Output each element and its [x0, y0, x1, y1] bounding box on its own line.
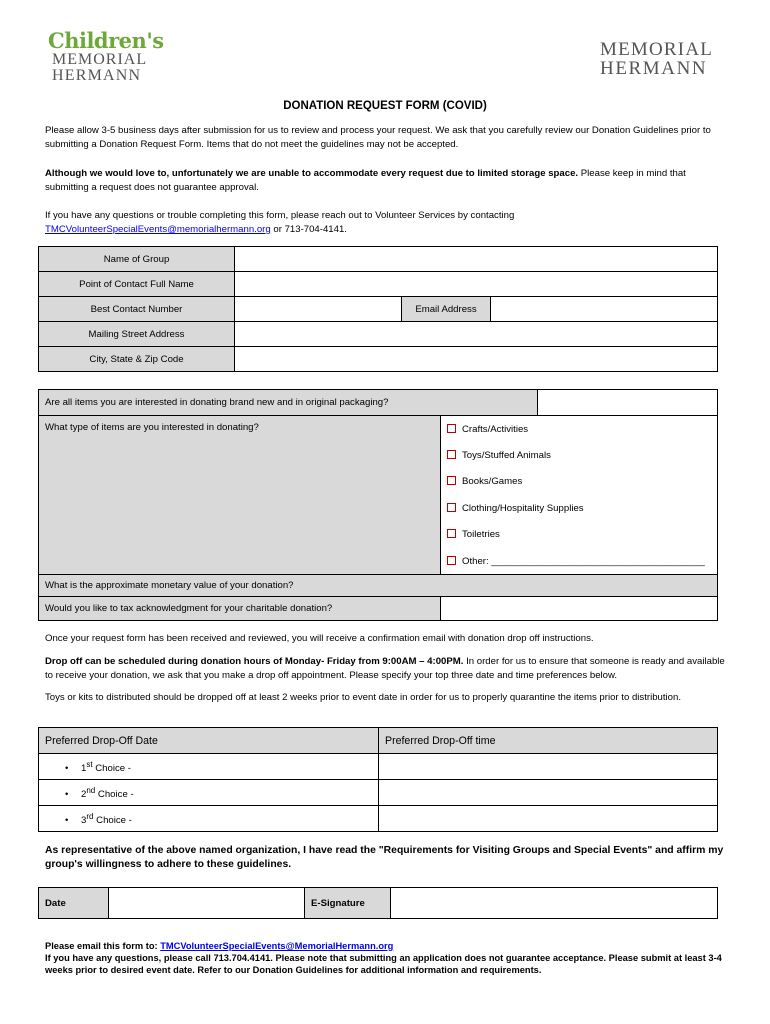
dropoff-hours: Drop off can be scheduled during donation hours of Monday- Friday from 9:00AM – 4:00PM.	[45, 656, 464, 667]
confirmation-paragraph: Once your request form has been received and reviewed, you will receive a confirmation email with donation drop off instructions.	[45, 633, 594, 644]
footer-email-prompt: Please email this form to:	[45, 941, 161, 951]
dropoff-date-header: Preferred Drop-Off Date	[39, 728, 379, 754]
quarantine-paragraph: Toys or kits to distributed should be dropped off at least 2 weeks prior to event date in order for us to properly quarantine the items prior to distribution.	[45, 692, 682, 703]
checkbox-toiletries[interactable]	[447, 529, 456, 538]
option-books[interactable]	[441, 469, 718, 496]
new-items-answer-field[interactable]	[538, 390, 718, 416]
street-address-field[interactable]	[235, 322, 718, 347]
item-types-question: What type of items are you interested in donating?	[39, 416, 441, 575]
email-address-label: Email Address	[402, 297, 491, 322]
option-toys[interactable]	[441, 442, 718, 469]
option-crafts[interactable]	[441, 416, 718, 443]
date-label: Date	[39, 888, 109, 919]
checkbox-other[interactable]	[447, 556, 456, 565]
city-state-zip-field[interactable]	[235, 347, 718, 372]
new-items-question: Are all items you are interested in donating brand new and in original packaging?	[39, 390, 538, 416]
tax-acknowledgment-field[interactable]	[441, 597, 718, 621]
contact-number-label: Best Contact Number	[39, 297, 235, 322]
dropoff-time-header: Preferred Drop-Off time	[379, 728, 718, 754]
option-other-label: Other: ________________________________________	[462, 555, 705, 567]
dropoff-preferences-table	[38, 727, 718, 832]
choice-2-date-field[interactable]	[39, 780, 379, 806]
dropoff-appointment-text: In order for us to ensure that someone is ready and available to receive your donation, we ask that you make a drop off appointment. Please specify your top three date and time preferences below.	[45, 656, 725, 681]
logo-right-line1: MEMORIAL	[600, 39, 714, 60]
donation-items-table	[38, 389, 718, 621]
storage-notice: Although we would love to, unfortunately we are unable to accommodate every request due to limited storage space.	[45, 168, 579, 179]
checkbox-clothing[interactable]	[447, 503, 456, 512]
approval-notice: Please keep in mind that submitting a request does not guarantee approval.	[45, 168, 686, 193]
group-name-label: Name of Group	[39, 247, 235, 272]
intro-paragraph-2	[45, 167, 725, 195]
bullet-2: •	[65, 788, 69, 800]
choice-3-label: 3rd Choice -	[81, 811, 132, 826]
childrens-memorial-hermann-logo	[48, 30, 168, 88]
logo-left-line1: Children's	[48, 28, 164, 53]
signature-table	[38, 887, 718, 919]
bullet-3: •	[65, 814, 69, 826]
logo-left-line2: MEMORIAL	[52, 51, 148, 68]
contact-name-field[interactable]	[235, 272, 718, 297]
volunteer-email-link[interactable]: TMCVolunteerSpecialEvents@memorialhermann.org	[45, 224, 271, 235]
footer-email-link[interactable]: TMCVolunteerSpecialEvents@MemorialHermann.org	[160, 941, 394, 951]
option-other[interactable]	[441, 548, 718, 575]
email-address-field[interactable]	[491, 297, 718, 322]
monetary-value-question: What is the approximate monetary value of your donation?	[39, 575, 718, 597]
option-clothing-label: Clothing/Hospitality Supplies	[462, 502, 584, 514]
option-toys-label: Toys/Stuffed Animals	[462, 449, 551, 461]
checkbox-toys[interactable]	[447, 450, 456, 459]
option-books-label: Books/Games	[462, 476, 523, 488]
group-name-field[interactable]	[235, 247, 718, 272]
street-address-label: Mailing Street Address	[39, 322, 235, 347]
option-toiletries-label: Toiletries	[462, 529, 500, 541]
option-crafts-label: Crafts/Activities	[462, 423, 529, 435]
checkbox-books[interactable]	[447, 476, 456, 485]
choice-1-date-field[interactable]	[39, 754, 379, 780]
intro-paragraph-3	[45, 209, 725, 237]
footer-notice: If you have any questions, please call 713.704.4141. Please note that submitting an application does not guarantee acceptance. Please submit at least 3-4 weeks prior to desired event date. Refer to our Donation Guidelines for additional information and requirements.	[45, 953, 722, 975]
checkbox-crafts[interactable]	[447, 424, 456, 433]
contact-info-table	[38, 246, 718, 372]
volunteer-phone: or 713-704-4141.	[270, 224, 347, 235]
page-title: DONATION REQUEST FORM (COVID)	[283, 100, 487, 112]
contact-text: If you have any questions or trouble completing this form, please reach out to Volunteer Services by contacting	[45, 210, 515, 221]
option-clothing[interactable]	[441, 495, 718, 522]
choice-2-label: 2nd Choice -	[81, 785, 134, 800]
choice-3-date-field[interactable]	[39, 806, 379, 832]
choice-2-time-field[interactable]	[379, 780, 718, 806]
choice-1-label: 1st Choice -	[81, 759, 131, 774]
intro-paragraph-1: Please allow 3-5 business days after submission for us to review and process your request. We ask that you carefully review our Donation Guidelines prior to submitting a Donation Request Form. Items that do not meet the guidelines may not be accepted.	[45, 125, 711, 150]
date-field[interactable]	[109, 888, 305, 919]
footer-instructions	[45, 940, 735, 976]
e-signature-field[interactable]	[391, 888, 718, 919]
option-toiletries[interactable]	[441, 522, 718, 549]
choice-1-time-field[interactable]	[379, 754, 718, 780]
logo-left-line3: HERMANN	[52, 67, 142, 84]
contact-number-field[interactable]	[235, 297, 402, 322]
city-state-zip-label: City, State & Zip Code	[39, 347, 235, 372]
logo-right-line2: HERMANN	[600, 58, 708, 79]
tax-acknowledgment-question: Would you like to tax acknowledgment for your charitable donation?	[39, 597, 441, 621]
dropoff-hours-paragraph	[45, 655, 725, 683]
e-signature-label: E-Signature	[305, 888, 391, 919]
memorial-hermann-logo	[600, 40, 740, 80]
representative-declaration: As representative of the above named organization, I have read the "Requirements for Visiting Groups and Special Events" and affirm my group's willingness to adhere to these guidelines.	[45, 845, 724, 870]
bullet-1: •	[65, 762, 69, 774]
choice-3-time-field[interactable]	[379, 806, 718, 832]
contact-name-label: Point of Contact Full Name	[39, 272, 235, 297]
